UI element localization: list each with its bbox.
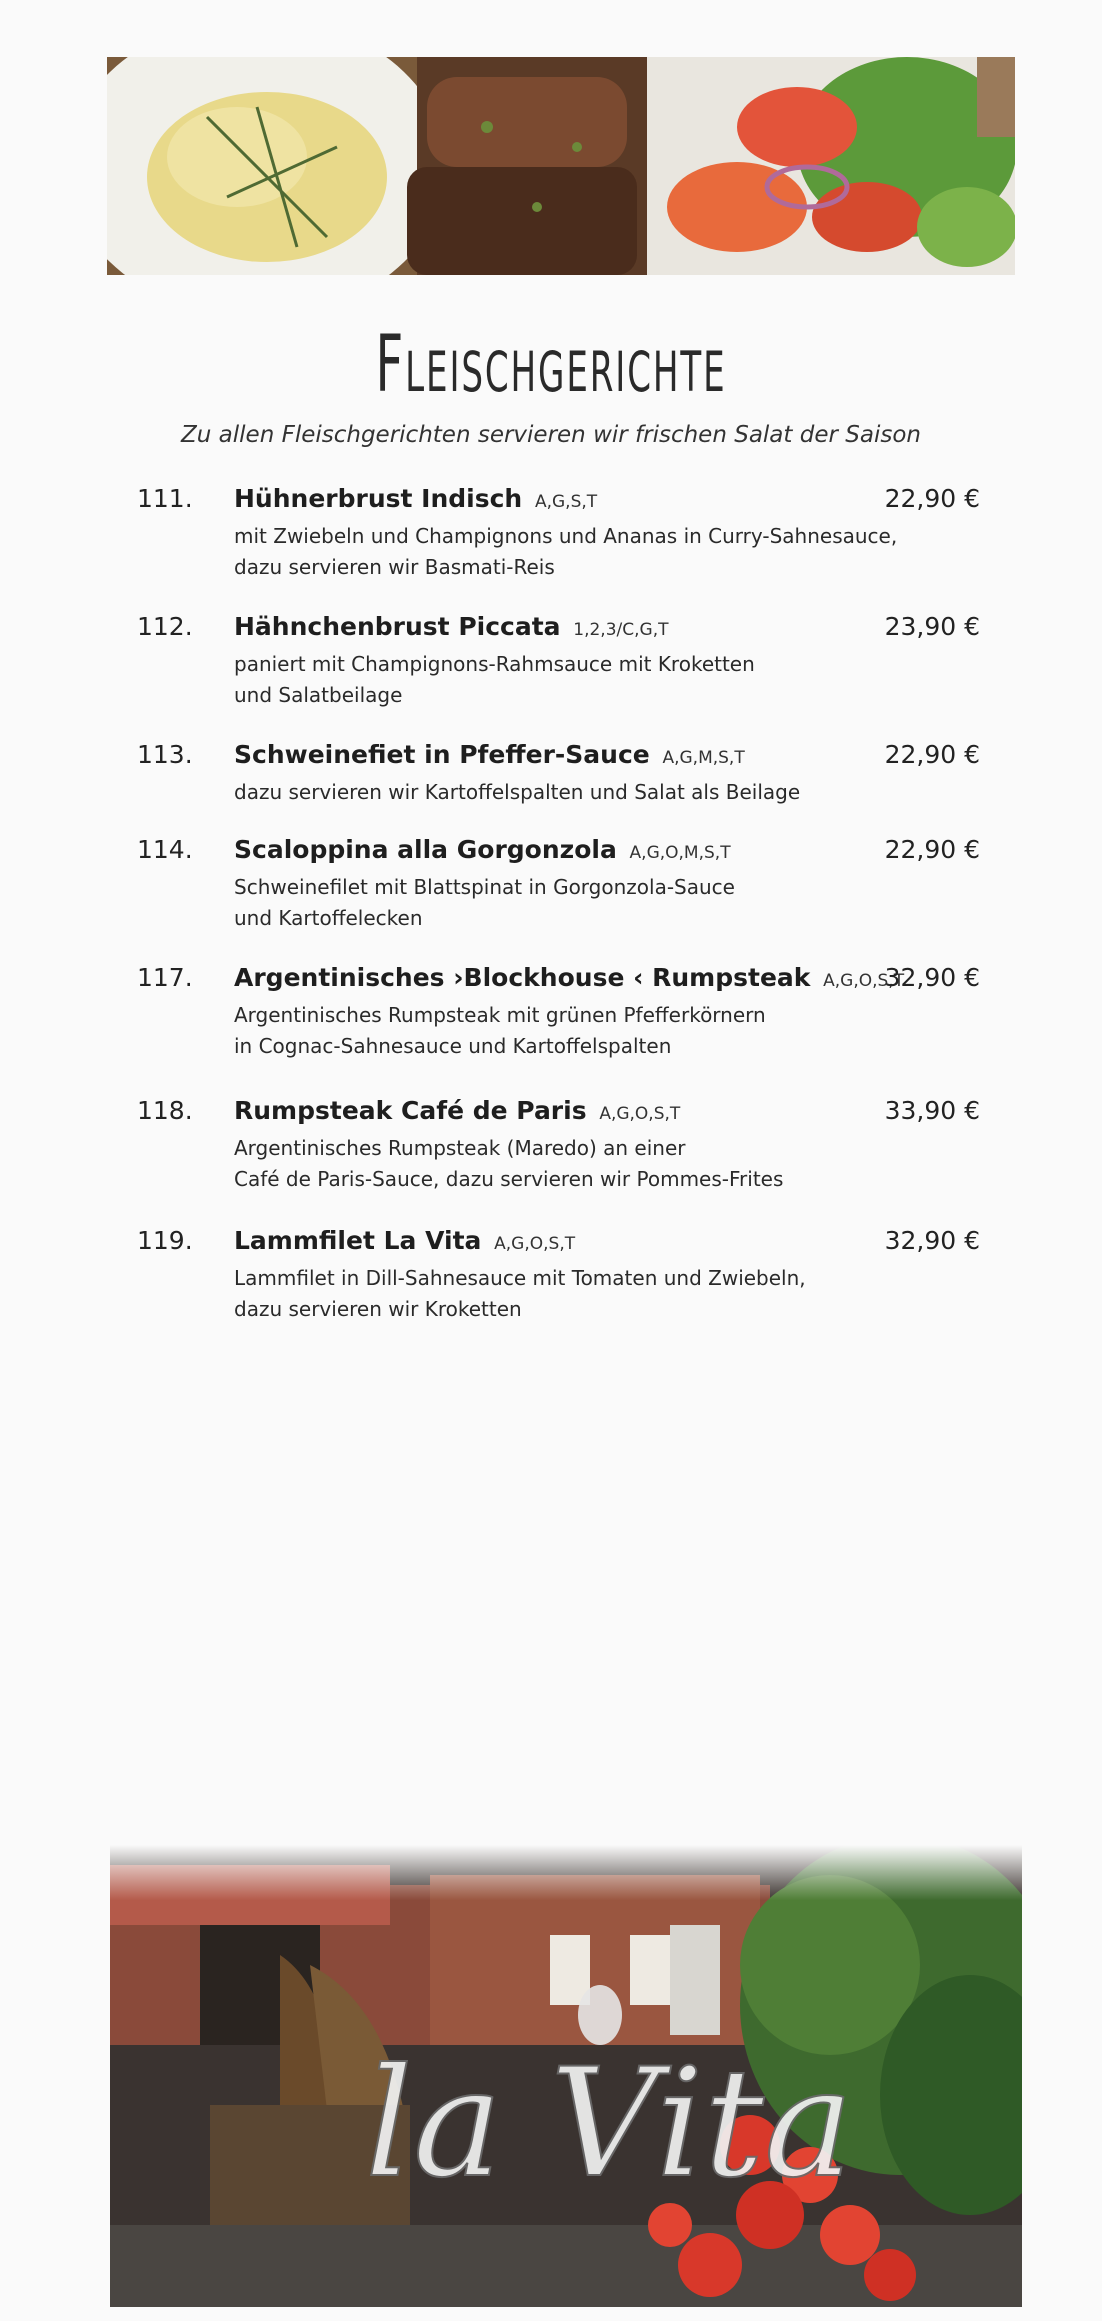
- item-price: 33,90 €: [884, 1096, 980, 1125]
- item-price: 22,90 €: [884, 484, 980, 513]
- item-allergens: A,G,S,T: [534, 492, 598, 512]
- item-allergens: A,G,O,S,T: [599, 1104, 681, 1124]
- item-price: 22,90 €: [884, 835, 980, 864]
- item-description: Lammfilet in Dill-Sahnesauce mit Tomaten und Zwiebeln, dazu servieren wir Kroketten: [234, 1266, 806, 1321]
- item-number: 119.: [137, 1226, 193, 1255]
- item-allergens: A,G,O,S,T: [823, 971, 905, 991]
- item-number: 117.: [137, 963, 193, 992]
- item-name: Argentinisches ›Blockhouse ‹ Rumpsteak A,G,O,S,T: [234, 963, 905, 992]
- item-number: 112.: [137, 612, 193, 641]
- item-name: Rumpsteak Café de Paris A,G,O,S,T: [234, 1096, 681, 1125]
- item-description: dazu servieren wir Kartoffelspalten und Salat als Beilage: [234, 780, 801, 804]
- page-subtitle: Zu allen Fleischgerichten servieren wir frischen Salat der Saison: [181, 422, 921, 448]
- item-number: 111.: [137, 484, 193, 513]
- item-price: 32,90 €: [884, 963, 980, 992]
- logo-text: la Vita: [365, 2037, 854, 2211]
- item-description: mit Zwiebeln und Champignons und Ananas in Curry-Sahnesauce, dazu servieren wir Basmati-Reis: [234, 524, 898, 579]
- item-price: 32,90 €: [884, 1226, 980, 1255]
- item-number: 113.: [137, 740, 193, 769]
- food-photo: [107, 57, 1015, 275]
- item-allergens: A,G,O,S,T: [494, 1234, 576, 1254]
- page-title: Fleischgerichte: [375, 320, 727, 410]
- item-name: Hähnchenbrust Piccata 1,2,3/C,G,T: [234, 612, 669, 641]
- item-number: 114.: [137, 835, 193, 864]
- item-name: Hühnerbrust Indisch A,G,S,T: [234, 484, 598, 513]
- item-price: 23,90 €: [884, 612, 980, 641]
- item-name: Lammfilet La Vita A,G,O,S,T: [234, 1226, 576, 1255]
- item-number: 118.: [137, 1096, 193, 1125]
- restaurant-photo: [110, 1845, 1022, 2307]
- item-allergens: A,G,O,M,S,T: [629, 843, 731, 863]
- item-name: Schweinefiet in Pfeffer-Sauce A,G,M,S,T: [234, 740, 745, 769]
- item-name: Scaloppina alla Gorgonzola A,G,O,M,S,T: [234, 835, 731, 864]
- item-description: Argentinisches Rumpsteak mit grünen Pfefferkörnern in Cognac-Sahnesauce und Kartoffelspalten: [234, 1003, 766, 1058]
- item-description: Schweinefilet mit Blattspinat in Gorgonzola-Sauce und Kartoffelecken: [234, 875, 735, 930]
- item-description: Argentinisches Rumpsteak (Maredo) an einer Café de Paris-Sauce, dazu servieren wir Pommes-Frites: [234, 1136, 784, 1191]
- item-allergens: A,G,M,S,T: [662, 748, 745, 768]
- item-price: 22,90 €: [884, 740, 980, 769]
- item-description: paniert mit Champignons-Rahmsauce mit Kroketten und Salatbeilage: [234, 652, 755, 707]
- item-allergens: 1,2,3/C,G,T: [573, 620, 669, 640]
